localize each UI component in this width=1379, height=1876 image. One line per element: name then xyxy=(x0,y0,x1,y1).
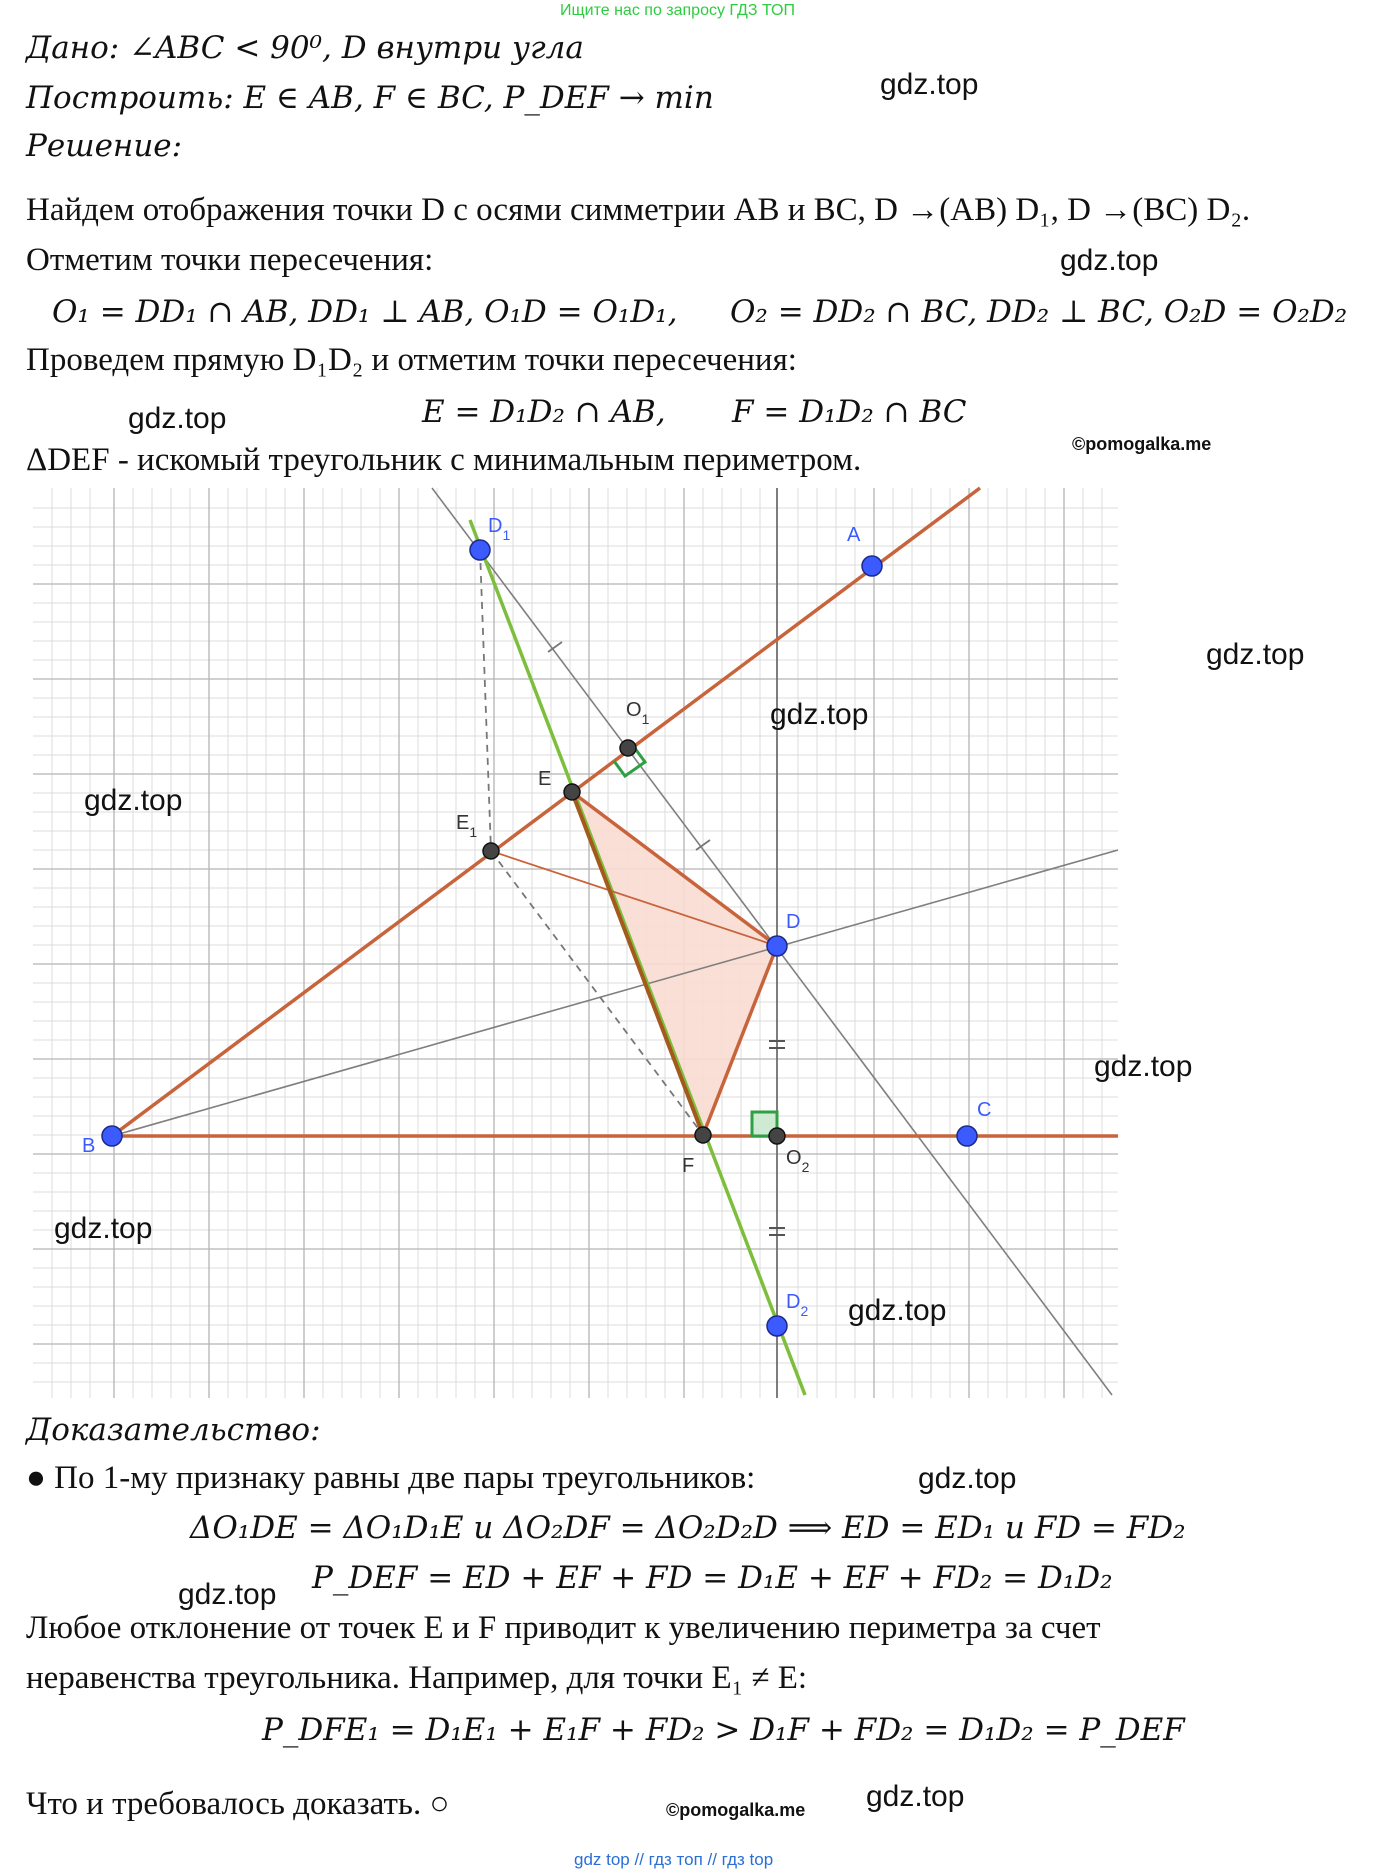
watermark: gdz.top xyxy=(866,1780,965,1813)
point-d2 xyxy=(767,1316,787,1336)
o1-line: O₁ = DD₁ ∩ AB, DD₁ ⊥ AB, O₁D = O₁D₁, xyxy=(52,294,678,330)
pomogalka-watermark: ©pomogalka.me xyxy=(1072,434,1212,454)
given-line: Дано: ∠ABC < 90⁰, D внутри угла xyxy=(26,30,584,66)
label-e: E xyxy=(538,768,552,790)
watermark: gdz.top xyxy=(1206,638,1305,671)
label-d2: $D_2$ xyxy=(786,1291,809,1319)
proof-text-2: неравенства треугольника. Например, для точки E₁ ≠ E: xyxy=(26,1660,808,1696)
proof-equation-3: P_DFE₁ = D₁E₁ + E₁F + FD₂ > D₁F + FD₂ = D₁D₂ = P_DEF xyxy=(262,1712,1185,1748)
proof-heading: Доказательство: xyxy=(26,1412,321,1448)
label-d: D xyxy=(786,911,801,933)
label-a: A xyxy=(847,524,861,546)
watermark: gdz.top xyxy=(178,1578,277,1611)
o2-line: O₂ = DD₂ ∩ BC, DD₂ ⊥ BC, O₂D = O₂D₂ xyxy=(730,294,1348,330)
watermark: gdz.top xyxy=(848,1294,947,1327)
label-o2: $O_2$ xyxy=(786,1147,810,1175)
point-d xyxy=(767,936,787,956)
result-line: ΔDEF - искомый треугольник с минимальным периметром. xyxy=(26,442,862,478)
watermark: gdz.top xyxy=(770,698,869,731)
construct-line: Построить: E ∈ AB, F ∈ BC, P_DEF → min xyxy=(26,80,714,116)
draw-line: Проведем прямую D₁D₂ и отметим точки пересечения: xyxy=(26,342,797,378)
watermark: gdz.top xyxy=(128,402,227,435)
point-c xyxy=(957,1126,977,1146)
grid xyxy=(33,488,1118,1398)
e-line: E = D₁D₂ ∩ AB, xyxy=(422,394,666,430)
point-o1 xyxy=(620,740,636,756)
solution-heading: Решение: xyxy=(26,128,183,164)
point-f xyxy=(695,1127,711,1143)
label-d1: $D_1$ xyxy=(488,515,511,543)
major-grid xyxy=(33,488,1118,1398)
watermark: gdz.top xyxy=(918,1462,1017,1495)
label-f: F xyxy=(682,1155,695,1177)
watermark: gdz.top xyxy=(84,784,183,817)
proof-bullet: ● По 1-му признаку равны две пары треугольников: xyxy=(26,1460,756,1496)
point-o2 xyxy=(769,1128,785,1144)
reflect-line: Найдем отображения точки D с осями симметрии AB и BC, D →(AB) D₁, D →(BC) D₂. xyxy=(26,192,1251,228)
proof-equation-2: P_DEF = ED + EF + FD = D₁E + EF + FD₂ = D₁D₂ xyxy=(312,1560,1113,1596)
proof-text-1: Любое отклонение от точек E и F приводит к увеличению периметра за счет xyxy=(26,1610,1101,1646)
watermark: gdz.top xyxy=(1094,1050,1193,1083)
tick-mark xyxy=(548,642,562,652)
mark-line: Отметим точки пересечения: xyxy=(26,242,434,278)
point-e1 xyxy=(483,843,499,859)
watermark: gdz.top xyxy=(880,68,979,101)
point-e xyxy=(564,784,580,800)
proof-equation-1: ΔO₁DE = ΔO₁D₁E и ΔO₂DF = ΔO₂D₂D ⟹ ED = ED₁ и FD = FD₂ xyxy=(190,1510,1186,1546)
qed-line: Что и требовалось доказать. ○ xyxy=(26,1786,450,1822)
watermark: gdz.top xyxy=(1060,244,1159,277)
watermark: gdz.top xyxy=(54,1212,153,1245)
dashed-d1-e1 xyxy=(480,550,491,851)
label-c: C xyxy=(977,1099,992,1121)
f-line: F = D₁D₂ ∩ BC xyxy=(732,394,967,430)
label-o1: $O_1$ xyxy=(626,699,650,727)
geometry-figure xyxy=(20,485,1330,1405)
point-d1 xyxy=(470,540,490,560)
footer-link[interactable]: gdz top // гдз топ // гдз top xyxy=(574,1850,774,1869)
label-b: B xyxy=(82,1135,96,1157)
header-link[interactable]: Ищите нас по запросу ГДЗ ТОП xyxy=(560,2,795,19)
point-a xyxy=(862,556,882,576)
point-b xyxy=(102,1126,122,1146)
label-e1: $E_1$ xyxy=(456,812,478,840)
pomogalka-watermark: ©pomogalka.me xyxy=(666,1800,806,1820)
